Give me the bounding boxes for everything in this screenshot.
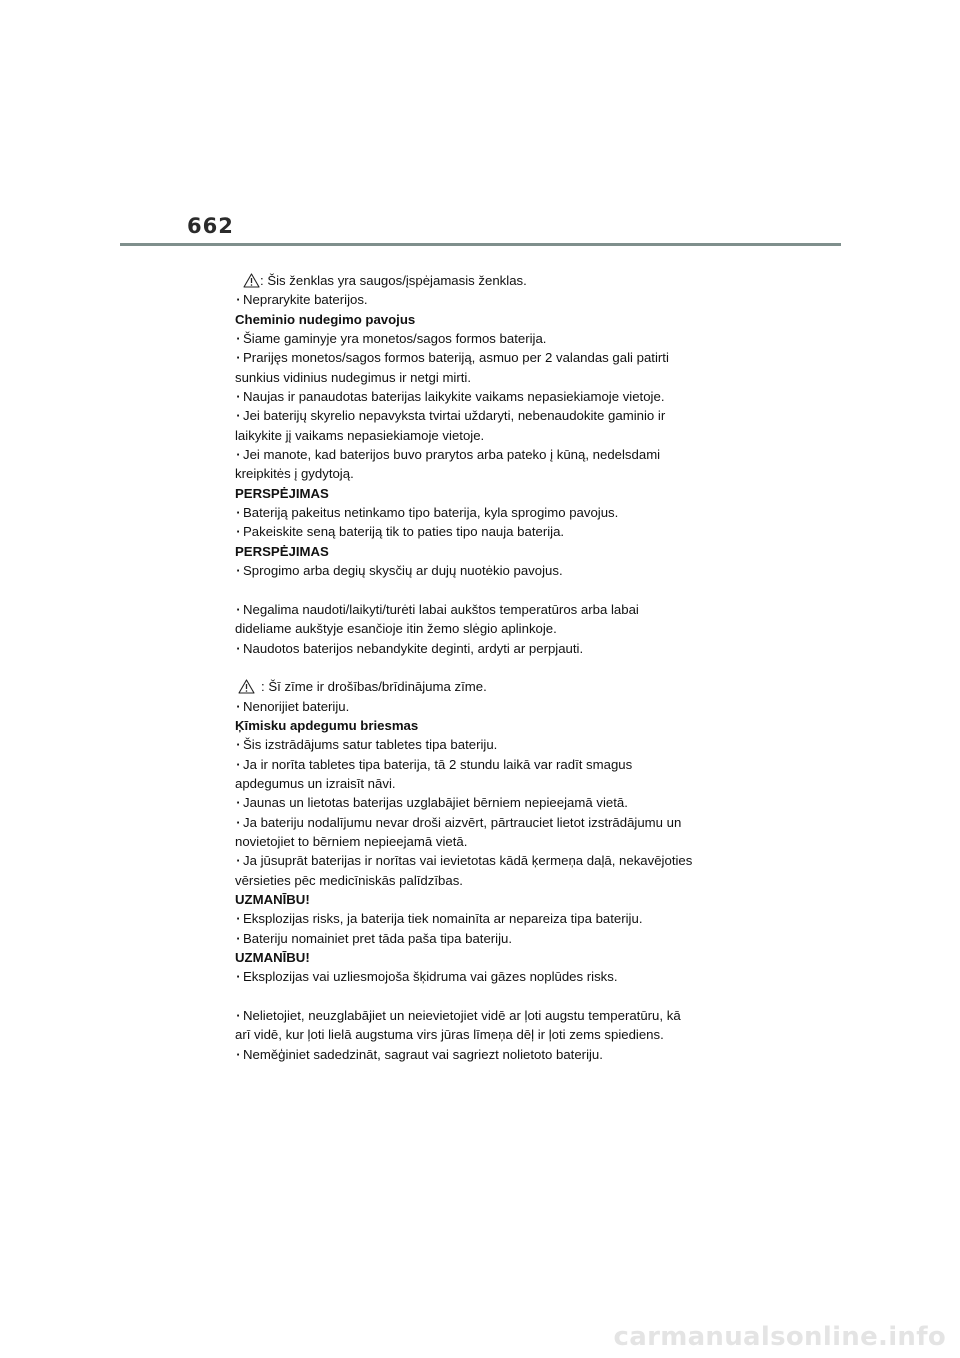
watermark: carmanualsonline.info: [613, 1322, 946, 1352]
lv-bullet: · Jaunas un lietotas baterijas uzglabājiet bērniem nepieejamā vietā.: [235, 793, 835, 812]
lt-intro-line: [235, 271, 835, 290]
lv-bullet: · Nelietojiet, neuzglabājiet un neievietojiet vidē ar ļoti augstu temperatūru, kā: [235, 1006, 835, 1025]
lt-bullet: · Jei manote, kad baterijos buvo prarytos arba pateko į kūną, nedelsdami: [235, 445, 835, 464]
lt-heading-chemical-burn: Cheminio nudegimo pavojus: [235, 311, 416, 327]
lv-bullet: · Bateriju nomainiet pret tāda paša tipa bateriju.: [235, 929, 835, 948]
spacer: [235, 581, 835, 600]
lv-bullet: · Eksplozijas vai uzliesmojoša šķidruma vai gāzes noplūdes risks.: [235, 967, 835, 986]
lt-intro-text: : Šis ženklas yra saugos/įspėjamasis ženklas.: [260, 273, 527, 288]
lv-bullet: · Ja bateriju nodalījumu nevar droši aizvērt, pārtrauciet lietot izstrādājumu un: [235, 813, 835, 832]
lv-heading-caution: UZMANĪBU!: [235, 950, 310, 966]
lv-intro-line: [235, 677, 835, 696]
lv-bullet: · Eksplozijas risks, ja baterija tiek nomainīta ar nepareiza tipa bateriju.: [235, 909, 835, 928]
warning-triangle-icon: [243, 273, 260, 288]
lv-continuation: arī vidē, kur ļoti lielā augstuma virs jūras līmeņa dēļ ir ļoti zems spiediens.: [235, 1027, 664, 1043]
warning-triangle-icon: [238, 679, 255, 694]
lt-continuation: sunkius vidinius nudegimus ir netgi mirti.: [235, 369, 472, 385]
lt-bullet: · Šiame gaminyje yra monetos/sagos formos baterija.: [235, 329, 835, 348]
lt-bullet: · Neprarykite baterijos.: [235, 290, 835, 309]
spacer: [235, 658, 835, 677]
spacer: [235, 987, 835, 1006]
lt-bullet: · Negalima naudoti/laikyti/turėti labai aukštos temperatūros arba labai: [235, 600, 835, 619]
lt-bullet: · Bateriją pakeitus netinkamo tipo baterija, kyla sprogimo pavojus.: [235, 503, 835, 522]
lv-heading-chemical-burn: Ķīmisku apdegumu briesmas: [235, 717, 419, 733]
lv-continuation: vērsieties pēc medicīniskās palīdzības.: [235, 872, 463, 888]
lv-bullet: · Ja ir norīta tabletes tipa baterija, tā 2 stundu laikā var radīt smagus: [235, 755, 835, 774]
battery-warning-text: [235, 271, 835, 1064]
lt-continuation: laikykite jį vaikams nepasiekiamoje vietoje.: [235, 427, 485, 443]
lv-bullet: · Nenorijiet bateriju.: [235, 697, 835, 716]
lv-intro-text: : Šī zīme ir drošības/brīdinājuma zīme.: [261, 679, 487, 695]
lt-bullet: · Jei baterijų skyrelio nepavyksta tvirtai uždaryti, nebenaudokite gaminio ir: [235, 406, 835, 425]
lv-continuation: novietojiet to bērniem nepieejamā vietā.: [235, 833, 468, 849]
page-number: 662: [187, 214, 234, 238]
lt-continuation: dideliame aukštyje esančioje itin žemo slėgio aplinkoje.: [235, 621, 557, 637]
lv-bullet: · Neměģiniet sadedzināt, sagraut vai sagriezt nolietoto bateriju.: [235, 1045, 835, 1064]
lt-heading-warning: PERSPĖJIMAS: [235, 485, 329, 501]
lv-heading-caution: UZMANĪBU!: [235, 892, 310, 907]
lt-bullet: · Prarijęs monetos/sagos formos bateriją, asmuo per 2 valandas gali patirti: [235, 348, 835, 367]
lt-bullet: · Sprogimo arba degių skysčių ar dujų nuotėkio pavojus.: [235, 561, 835, 580]
header-divider: [120, 243, 841, 246]
lt-bullet: · Naujas ir panaudotas baterijas laikykite vaikams nepasiekiamoje vietoje.: [235, 387, 835, 406]
lt-bullet: · Pakeiskite seną bateriją tik to paties tipo nauja baterija.: [235, 522, 835, 541]
lt-heading-warning: PERSPĖJIMAS: [235, 543, 329, 559]
lt-bullet: · Naudotos baterijos nebandykite deginti, ardyti ar perpjauti.: [235, 639, 835, 658]
lv-bullet: · Ja jūsuprāt baterijas ir norītas vai ievietotas kādā ķermeņa daļā, nekavējoties: [235, 851, 835, 870]
lt-continuation: kreipkitės į gydytoją.: [235, 466, 354, 482]
lv-continuation: apdegumus un izraisīt nāvi.: [235, 775, 396, 791]
lv-bullet: · Šis izstrādājums satur tabletes tipa bateriju.: [235, 735, 835, 754]
